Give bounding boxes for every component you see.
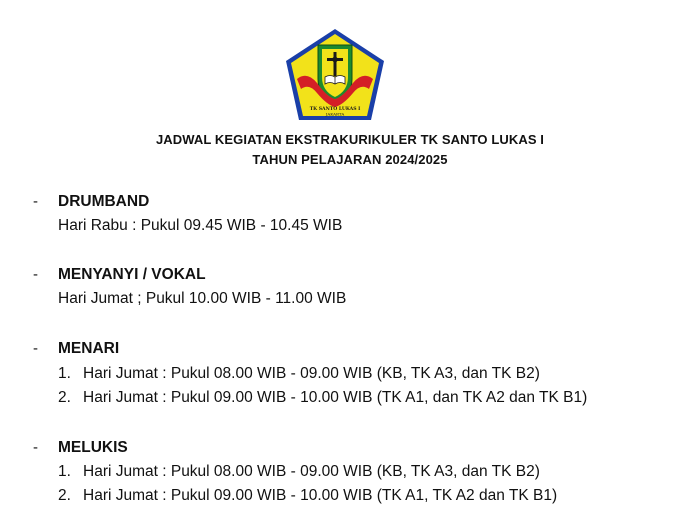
list-item: Hari Jumat : Pukul 08.00 WIB - 09.00 WIB (KB, TK A3, dan TK B2) bbox=[83, 463, 540, 480]
bullet-dash: - bbox=[33, 439, 38, 456]
logo-text-line1: TK SANTO LUKAS I bbox=[309, 107, 361, 112]
section-heading-drumband: DRUMBAND bbox=[58, 193, 150, 210]
page-subtitle: TAHUN PELAJARAN 2024/2025 bbox=[252, 152, 448, 167]
bullet-dash: - bbox=[33, 340, 38, 357]
list-number: 2. bbox=[58, 389, 71, 406]
list-item: Hari Jumat : Pukul 08.00 WIB - 09.00 WIB (KB, TK A3, dan TK B2) bbox=[83, 365, 540, 382]
list-number: 1. bbox=[58, 463, 71, 480]
schedule-line: Hari Jumat ; Pukul 10.00 WIB - 11.00 WIB bbox=[58, 290, 347, 307]
list-number: 1. bbox=[58, 365, 71, 382]
section-heading-melukis: MELUKIS bbox=[58, 439, 128, 456]
school-crest-logo bbox=[283, 27, 387, 123]
section-heading-menari: MENARI bbox=[58, 340, 120, 357]
list-item: Hari Jumat : Pukul 09.00 WIB - 10.00 WIB (TK A1, dan TK A2 dan TK B1) bbox=[83, 389, 588, 406]
page-title: JADWAL KEGIATAN EKSTRAKURIKULER TK SANTO LUKAS I bbox=[155, 132, 545, 147]
logo-text-line2: JAKARTA bbox=[325, 111, 345, 117]
list-item: Hari Jumat : Pukul 09.00 WIB - 10.00 WIB (TK A1, TK A2 dan TK B1) bbox=[83, 487, 558, 504]
bullet-dash: - bbox=[33, 193, 38, 210]
schedule-line: Hari Rabu : Pukul 09.45 WIB - 10.45 WIB bbox=[58, 217, 343, 234]
bullet-dash: - bbox=[33, 266, 38, 283]
section-heading-vokal: MENYANYI / VOKAL bbox=[58, 266, 206, 283]
list-number: 2. bbox=[58, 487, 71, 504]
